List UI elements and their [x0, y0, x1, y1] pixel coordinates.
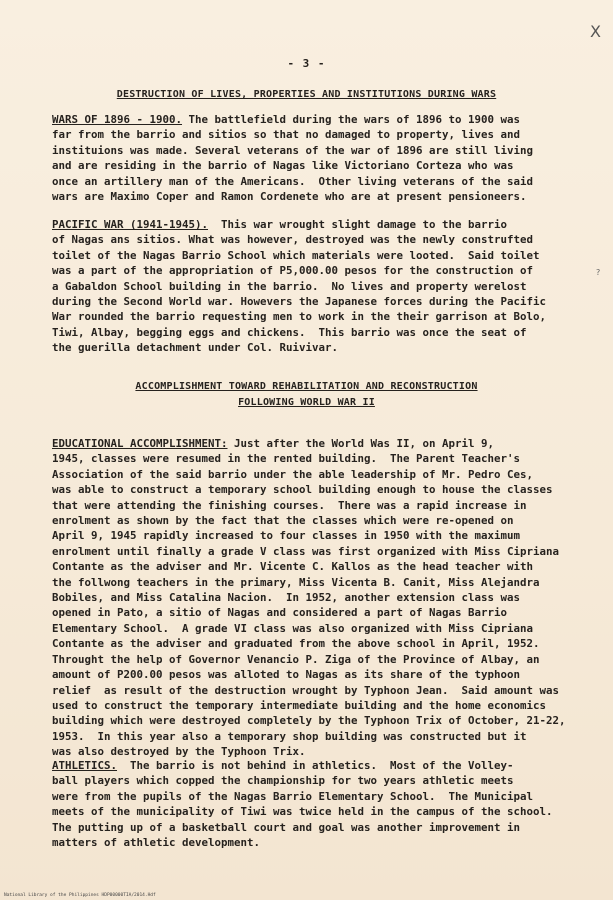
- para-line: WARS OF 1896 - 1900. The battlefield during the wars of 1896 to 1900 was: [52, 113, 521, 126]
- para-line: far from the barrio and sitios so that no damaged to property, lives and: [52, 128, 521, 142]
- para-line: once an artillery man of the Americans. Other living veterans of the said: [52, 174, 534, 188]
- para-line: used to construct the temporary intermediate building and the home economics: [52, 698, 547, 712]
- para-line: enrolment until finally a grade V class was first organized with Miss Cipriana: [52, 544, 560, 558]
- para-line: ATHLETICS. The barrio is not behind in athletics. Most of the Volley-: [52, 759, 514, 772]
- para-line: the follwong teachers in the primary, Miss Vicenta B. Canit, Miss Alejandra: [52, 575, 540, 589]
- para-line: relief as result of the destruction wrought by Typhoon Jean. Said amount was: [52, 683, 560, 697]
- para-line: during the Second World war. Howevers the Japanese forces during the Pacific: [52, 295, 547, 309]
- paragraph-lead: ATHLETICS.: [52, 759, 118, 772]
- para-line: PACIFIC WAR (1941-1945). This war wrought slight damage to the barrio: [52, 218, 508, 231]
- para-line: Association of the said barrio under the able leadership of Mr. Pedro Ces,: [52, 467, 534, 481]
- section-heading-accomplishment-sub: FOLLOWING WORLD WAR II: [238, 397, 375, 408]
- corner-x-mark: X: [590, 22, 601, 41]
- paragraph-lead: PACIFIC WAR (1941-1945).: [52, 218, 209, 231]
- para-line: War rounded the barrio requesting men to work in the their garrison at Bolo,: [52, 310, 547, 324]
- paragraph-educational: [52, 436, 572, 760]
- para-line: Contante as the adviser and graduated from the above school in April, 1952.: [52, 637, 540, 651]
- para-line: toilet of the Nagas Barrio School which materials were looted. Said toilet: [52, 248, 540, 262]
- archive-footer: National Library of the Philippines HDP00000TIA/2014.Hdf: [4, 893, 156, 898]
- para-line: was also destroyed by the Typhoon Trix.: [52, 745, 306, 759]
- para-line: amount of P200.00 pesos was alloted to Nagas as its share of the typhoon: [52, 668, 521, 682]
- para-line: that were attending the finishing courses. There was a rapid increase in: [52, 498, 527, 512]
- para-line: ball players which copped the championship for two years athletic meets: [52, 774, 514, 788]
- para-line: 1945, classes were resumed in the rented building. The Parent Teacher's: [52, 452, 521, 466]
- para-line: and are residing in the barrio of Nagas like Victoriano Corteza who was: [52, 159, 514, 173]
- para-line: meets of the municipality of Tiwi was twice held in the campus of the school.: [52, 805, 553, 819]
- para-line: building which were destroyed completely by the Typhoon Trix of October, 21-22,: [52, 714, 566, 728]
- para-line: April 9, 1945 rapidly increased to four classes in 1950 with the maximum: [52, 529, 521, 543]
- paragraph-athletics: [52, 758, 572, 850]
- para-line: the guerilla detachment under Col. Ruivivar.: [52, 341, 339, 355]
- para-line: instituions was made. Several veterans of the war of 1896 are still living: [52, 143, 534, 157]
- para-line: were from the pupils of the Nagas Barrio Elementary School. The Municipal: [52, 789, 534, 803]
- para-line: was a part of the appropriation of P5,000.00 pesos for the construction of: [52, 264, 534, 278]
- para-line: Contante as the adviser and Mr. Vicente C. Kallos as the head teacher with: [52, 560, 534, 574]
- paragraph-lead: EDUCATIONAL ACCOMPLISHMENT:: [52, 437, 228, 450]
- para-line: Bobiles, and Miss Catalina Nacion. In 1952, another extension class was: [52, 591, 521, 605]
- para-line: EDUCATIONAL ACCOMPLISHMENT: Just after the World Was II, on April 9,: [52, 437, 495, 450]
- para-line: opened in Pato, a sitio of Nagas and considered a part of Nagas Barrio: [52, 606, 508, 620]
- section-heading-destruction: DESTRUCTION OF LIVES, PROPERTIES AND INSTITUTIONS DURING WARS: [116, 89, 497, 100]
- para-line: matters of athletic development.: [52, 836, 261, 850]
- para-line: Elementary School. A grade VI class was also organized with Miss Cipriana: [52, 621, 534, 635]
- paragraph-pacific-war: [52, 217, 572, 356]
- para-line: enrolment as shown by the fact that the classes which were re-opened on: [52, 514, 514, 528]
- para-line: Tiwi, Albay, begging eggs and chickens. This barrio was once the seat of: [52, 325, 527, 339]
- paragraph-wars-1896: [52, 112, 572, 204]
- section-heading-accomplishment: ACCOMPLISHMENT TOWARD REHABILITATION AND RECONSTRUCTION: [135, 381, 478, 392]
- page-number: - 3 -: [287, 57, 326, 70]
- para-line: of Nagas ans sitios. What was however, destroyed was the newly construfted: [52, 233, 534, 247]
- para-line: was able to construct a temporary school building enough to house the classes: [52, 483, 553, 497]
- para-line: a Gabaldon School building in the barrio. No lives and property werelost: [52, 279, 527, 293]
- para-line: 1953. In this year also a temporary shop building was constructed but it: [52, 729, 527, 743]
- paragraph-lead: WARS OF 1896 - 1900.: [52, 113, 183, 126]
- para-line: wars are Maximo Coper and Ramon Cordenete who are at present pensioneers.: [52, 190, 527, 204]
- para-line: Throught the help of Governor Venancio P. Ziga of the Province of Albay, an: [52, 652, 540, 666]
- para-line: The putting up of a basketball court and goal was another improvement in: [52, 820, 521, 834]
- margin-mark: ?: [596, 268, 601, 277]
